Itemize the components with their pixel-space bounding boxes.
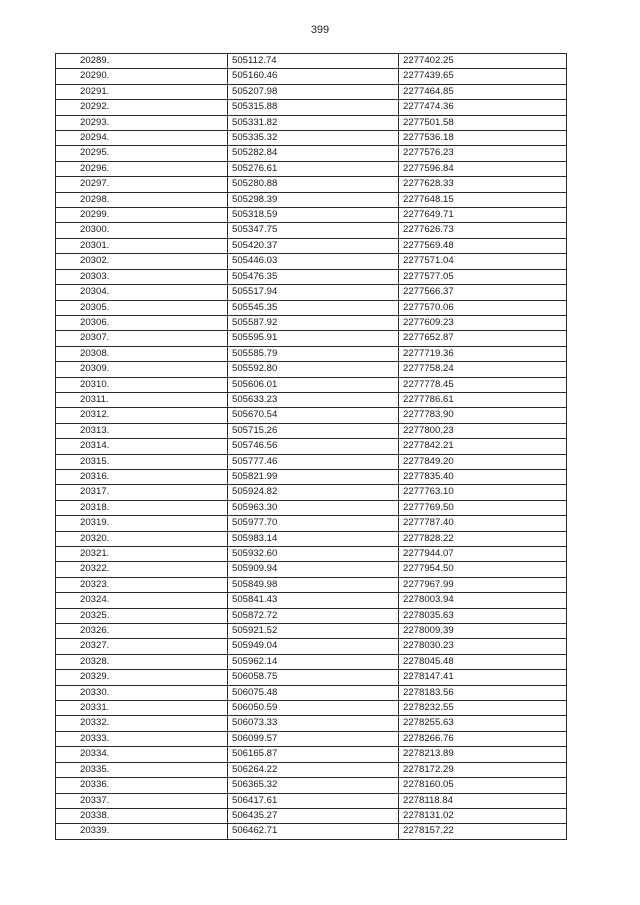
x-coordinate-cell: 505841.43	[228, 593, 399, 608]
y-coordinate-cell: 2277954.50	[399, 562, 567, 577]
table-row	[56, 562, 567, 577]
coordinates-table	[55, 53, 567, 840]
table-row	[56, 192, 567, 207]
point-number-cell: 20290.	[56, 69, 228, 84]
point-number-cell: 20307.	[56, 331, 228, 346]
y-coordinate-cell: 2277786.61	[399, 392, 567, 407]
table-row	[56, 731, 567, 746]
x-coordinate-cell: 505160.46	[228, 69, 399, 84]
y-coordinate-cell: 2277842.21	[399, 439, 567, 454]
x-coordinate-cell: 506050.59	[228, 701, 399, 716]
x-coordinate-cell: 506264.22	[228, 762, 399, 777]
point-number-cell: 20329.	[56, 670, 228, 685]
point-number-cell: 20331.	[56, 701, 228, 716]
table-row	[56, 716, 567, 731]
y-coordinate-cell: 2277536.18	[399, 131, 567, 146]
point-number-cell: 20324.	[56, 593, 228, 608]
point-number-cell: 20294.	[56, 131, 228, 146]
point-number-cell: 20297.	[56, 177, 228, 192]
point-number-cell: 20326.	[56, 624, 228, 639]
table-row	[56, 547, 567, 562]
table-row	[56, 516, 567, 531]
y-coordinate-cell: 2278157.22	[399, 824, 567, 839]
x-coordinate-cell: 505983.14	[228, 531, 399, 546]
y-coordinate-cell: 2277570.06	[399, 300, 567, 315]
table-row	[56, 701, 567, 716]
x-coordinate-cell: 505592.80	[228, 362, 399, 377]
x-coordinate-cell: 505977.70	[228, 516, 399, 531]
y-coordinate-cell: 2278030.23	[399, 639, 567, 654]
table-row	[56, 100, 567, 115]
x-coordinate-cell: 506165.87	[228, 747, 399, 762]
y-coordinate-cell: 2277566.37	[399, 285, 567, 300]
x-coordinate-cell: 505112.74	[228, 54, 399, 69]
point-number-cell: 20317.	[56, 485, 228, 500]
table-row	[56, 608, 567, 623]
y-coordinate-cell: 2277719.36	[399, 346, 567, 361]
table-row	[56, 285, 567, 300]
table-row	[56, 439, 567, 454]
y-coordinate-cell: 2277626.73	[399, 223, 567, 238]
x-coordinate-cell: 505207.98	[228, 84, 399, 99]
table-row	[56, 69, 567, 84]
x-coordinate-cell: 505746.56	[228, 439, 399, 454]
x-coordinate-cell: 505315.88	[228, 100, 399, 115]
x-coordinate-cell: 506435.27	[228, 808, 399, 823]
x-coordinate-cell: 506417.61	[228, 793, 399, 808]
point-number-cell: 20303.	[56, 269, 228, 284]
table-row	[56, 177, 567, 192]
x-coordinate-cell: 505282.84	[228, 146, 399, 161]
point-number-cell: 20289.	[56, 54, 228, 69]
y-coordinate-cell: 2277576.23	[399, 146, 567, 161]
table-row	[56, 423, 567, 438]
point-number-cell: 20337.	[56, 793, 228, 808]
point-number-cell: 20339.	[56, 824, 228, 839]
point-number-cell: 20335.	[56, 762, 228, 777]
y-coordinate-cell: 2278131.02	[399, 808, 567, 823]
point-number-cell: 20328.	[56, 654, 228, 669]
table-row	[56, 793, 567, 808]
table-row	[56, 223, 567, 238]
x-coordinate-cell: 505276.61	[228, 161, 399, 176]
y-coordinate-cell: 2277835.40	[399, 469, 567, 484]
y-coordinate-cell: 2277596.84	[399, 161, 567, 176]
x-coordinate-cell: 505331.82	[228, 115, 399, 130]
y-coordinate-cell: 2278160.05	[399, 778, 567, 793]
point-number-cell: 20299.	[56, 208, 228, 223]
table-row	[56, 300, 567, 315]
y-coordinate-cell: 2278172.29	[399, 762, 567, 777]
table-row	[56, 500, 567, 515]
point-number-cell: 20295.	[56, 146, 228, 161]
point-number-cell: 20321.	[56, 547, 228, 562]
y-coordinate-cell: 2277402.25	[399, 54, 567, 69]
y-coordinate-cell: 2277609.23	[399, 315, 567, 330]
point-number-cell: 20322.	[56, 562, 228, 577]
x-coordinate-cell: 505849.98	[228, 577, 399, 592]
table-row	[56, 346, 567, 361]
y-coordinate-cell: 2278118.84	[399, 793, 567, 808]
x-coordinate-cell: 505963.30	[228, 500, 399, 515]
point-number-cell: 20312.	[56, 408, 228, 423]
x-coordinate-cell: 505595.91	[228, 331, 399, 346]
table-row	[56, 469, 567, 484]
point-number-cell: 20309.	[56, 362, 228, 377]
table-row	[56, 84, 567, 99]
x-coordinate-cell: 506058.75	[228, 670, 399, 685]
x-coordinate-cell: 506099.57	[228, 731, 399, 746]
y-coordinate-cell: 2277439.65	[399, 69, 567, 84]
table-row	[56, 531, 567, 546]
x-coordinate-cell: 506462.71	[228, 824, 399, 839]
point-number-cell: 20327.	[56, 639, 228, 654]
table-row	[56, 408, 567, 423]
point-number-cell: 20304.	[56, 285, 228, 300]
y-coordinate-cell: 2277787.40	[399, 516, 567, 531]
y-coordinate-cell: 2277828.22	[399, 531, 567, 546]
point-number-cell: 20305.	[56, 300, 228, 315]
point-number-cell: 20333.	[56, 731, 228, 746]
table-row	[56, 238, 567, 253]
point-number-cell: 20315.	[56, 454, 228, 469]
y-coordinate-cell: 2277652.87	[399, 331, 567, 346]
y-coordinate-cell: 2277474.36	[399, 100, 567, 115]
x-coordinate-cell: 505777.46	[228, 454, 399, 469]
x-coordinate-cell: 506073.33	[228, 716, 399, 731]
y-coordinate-cell: 2277501.58	[399, 115, 567, 130]
y-coordinate-cell: 2277800.23	[399, 423, 567, 438]
y-coordinate-cell: 2277758.24	[399, 362, 567, 377]
point-number-cell: 20308.	[56, 346, 228, 361]
x-coordinate-cell: 506075.48	[228, 685, 399, 700]
y-coordinate-cell: 2278183.56	[399, 685, 567, 700]
y-coordinate-cell: 2277571.04	[399, 254, 567, 269]
point-number-cell: 20325.	[56, 608, 228, 623]
point-number-cell: 20334.	[56, 747, 228, 762]
x-coordinate-cell: 505909.94	[228, 562, 399, 577]
x-coordinate-cell: 505298.39	[228, 192, 399, 207]
y-coordinate-cell: 2277849.20	[399, 454, 567, 469]
table-row	[56, 747, 567, 762]
x-coordinate-cell: 505446.03	[228, 254, 399, 269]
y-coordinate-cell: 2277967.99	[399, 577, 567, 592]
point-number-cell: 20320.	[56, 531, 228, 546]
x-coordinate-cell: 505545.35	[228, 300, 399, 315]
table-row	[56, 377, 567, 392]
table-row	[56, 654, 567, 669]
x-coordinate-cell: 505476.35	[228, 269, 399, 284]
point-number-cell: 20292.	[56, 100, 228, 115]
table-row	[56, 161, 567, 176]
y-coordinate-cell: 2278213.89	[399, 747, 567, 762]
table-row	[56, 824, 567, 839]
y-coordinate-cell: 2278003.94	[399, 593, 567, 608]
x-coordinate-cell: 505517.94	[228, 285, 399, 300]
y-coordinate-cell: 2277648.15	[399, 192, 567, 207]
point-number-cell: 20293.	[56, 115, 228, 130]
point-number-cell: 20291.	[56, 84, 228, 99]
y-coordinate-cell: 2278035.63	[399, 608, 567, 623]
y-coordinate-cell: 2277778.45	[399, 377, 567, 392]
point-number-cell: 20310.	[56, 377, 228, 392]
table-row	[56, 808, 567, 823]
x-coordinate-cell: 505962.14	[228, 654, 399, 669]
point-number-cell: 20302.	[56, 254, 228, 269]
table-row	[56, 146, 567, 161]
table-row	[56, 454, 567, 469]
y-coordinate-cell: 2278266.76	[399, 731, 567, 746]
point-number-cell: 20336.	[56, 778, 228, 793]
x-coordinate-cell: 505715.26	[228, 423, 399, 438]
table-row	[56, 362, 567, 377]
point-number-cell: 20332.	[56, 716, 228, 731]
x-coordinate-cell: 505420.37	[228, 238, 399, 253]
point-number-cell: 20316.	[56, 469, 228, 484]
y-coordinate-cell: 2278255.63	[399, 716, 567, 731]
table-row	[56, 670, 567, 685]
y-coordinate-cell: 2278232.55	[399, 701, 567, 716]
table-row	[56, 624, 567, 639]
x-coordinate-cell: 505872.72	[228, 608, 399, 623]
y-coordinate-cell: 2278147.41	[399, 670, 567, 685]
y-coordinate-cell: 2278045.48	[399, 654, 567, 669]
point-number-cell: 20296.	[56, 161, 228, 176]
x-coordinate-cell: 505633.23	[228, 392, 399, 407]
x-coordinate-cell: 505924.82	[228, 485, 399, 500]
table-row	[56, 485, 567, 500]
point-number-cell: 20313.	[56, 423, 228, 438]
point-number-cell: 20323.	[56, 577, 228, 592]
coordinates-table-body	[56, 54, 567, 840]
page-number: 399	[310, 24, 330, 36]
table-row	[56, 131, 567, 146]
x-coordinate-cell: 505670.54	[228, 408, 399, 423]
table-row	[56, 577, 567, 592]
y-coordinate-cell: 2277769.50	[399, 500, 567, 515]
table-row	[56, 331, 567, 346]
table-row	[56, 115, 567, 130]
x-coordinate-cell: 505347.75	[228, 223, 399, 238]
x-coordinate-cell: 505318.59	[228, 208, 399, 223]
y-coordinate-cell: 2277783.90	[399, 408, 567, 423]
table-row	[56, 392, 567, 407]
table-row	[56, 762, 567, 777]
table-row	[56, 685, 567, 700]
point-number-cell: 20300.	[56, 223, 228, 238]
point-number-cell: 20318.	[56, 500, 228, 515]
y-coordinate-cell: 2277763.10	[399, 485, 567, 500]
point-number-cell: 20306.	[56, 315, 228, 330]
table-row	[56, 208, 567, 223]
table-row	[56, 593, 567, 608]
point-number-cell: 20301.	[56, 238, 228, 253]
y-coordinate-cell: 2277464.85	[399, 84, 567, 99]
table-row	[56, 54, 567, 69]
table-row	[56, 269, 567, 284]
x-coordinate-cell: 506365.32	[228, 778, 399, 793]
x-coordinate-cell: 505335.32	[228, 131, 399, 146]
y-coordinate-cell: 2278009.39	[399, 624, 567, 639]
y-coordinate-cell: 2277628.33	[399, 177, 567, 192]
y-coordinate-cell: 2277944.07	[399, 547, 567, 562]
y-coordinate-cell: 2277577.05	[399, 269, 567, 284]
table-row	[56, 639, 567, 654]
x-coordinate-cell: 505585.79	[228, 346, 399, 361]
x-coordinate-cell: 505280.88	[228, 177, 399, 192]
point-number-cell: 20338.	[56, 808, 228, 823]
x-coordinate-cell: 505921.52	[228, 624, 399, 639]
y-coordinate-cell: 2277649.71	[399, 208, 567, 223]
table-row	[56, 778, 567, 793]
x-coordinate-cell: 505949.04	[228, 639, 399, 654]
point-number-cell: 20298.	[56, 192, 228, 207]
x-coordinate-cell: 505932.60	[228, 547, 399, 562]
x-coordinate-cell: 505606.01	[228, 377, 399, 392]
table-row	[56, 315, 567, 330]
point-number-cell: 20330.	[56, 685, 228, 700]
x-coordinate-cell: 505821.99	[228, 469, 399, 484]
point-number-cell: 20314.	[56, 439, 228, 454]
point-number-cell: 20319.	[56, 516, 228, 531]
x-coordinate-cell: 505587.92	[228, 315, 399, 330]
table-row	[56, 254, 567, 269]
y-coordinate-cell: 2277569.48	[399, 238, 567, 253]
point-number-cell: 20311.	[56, 392, 228, 407]
